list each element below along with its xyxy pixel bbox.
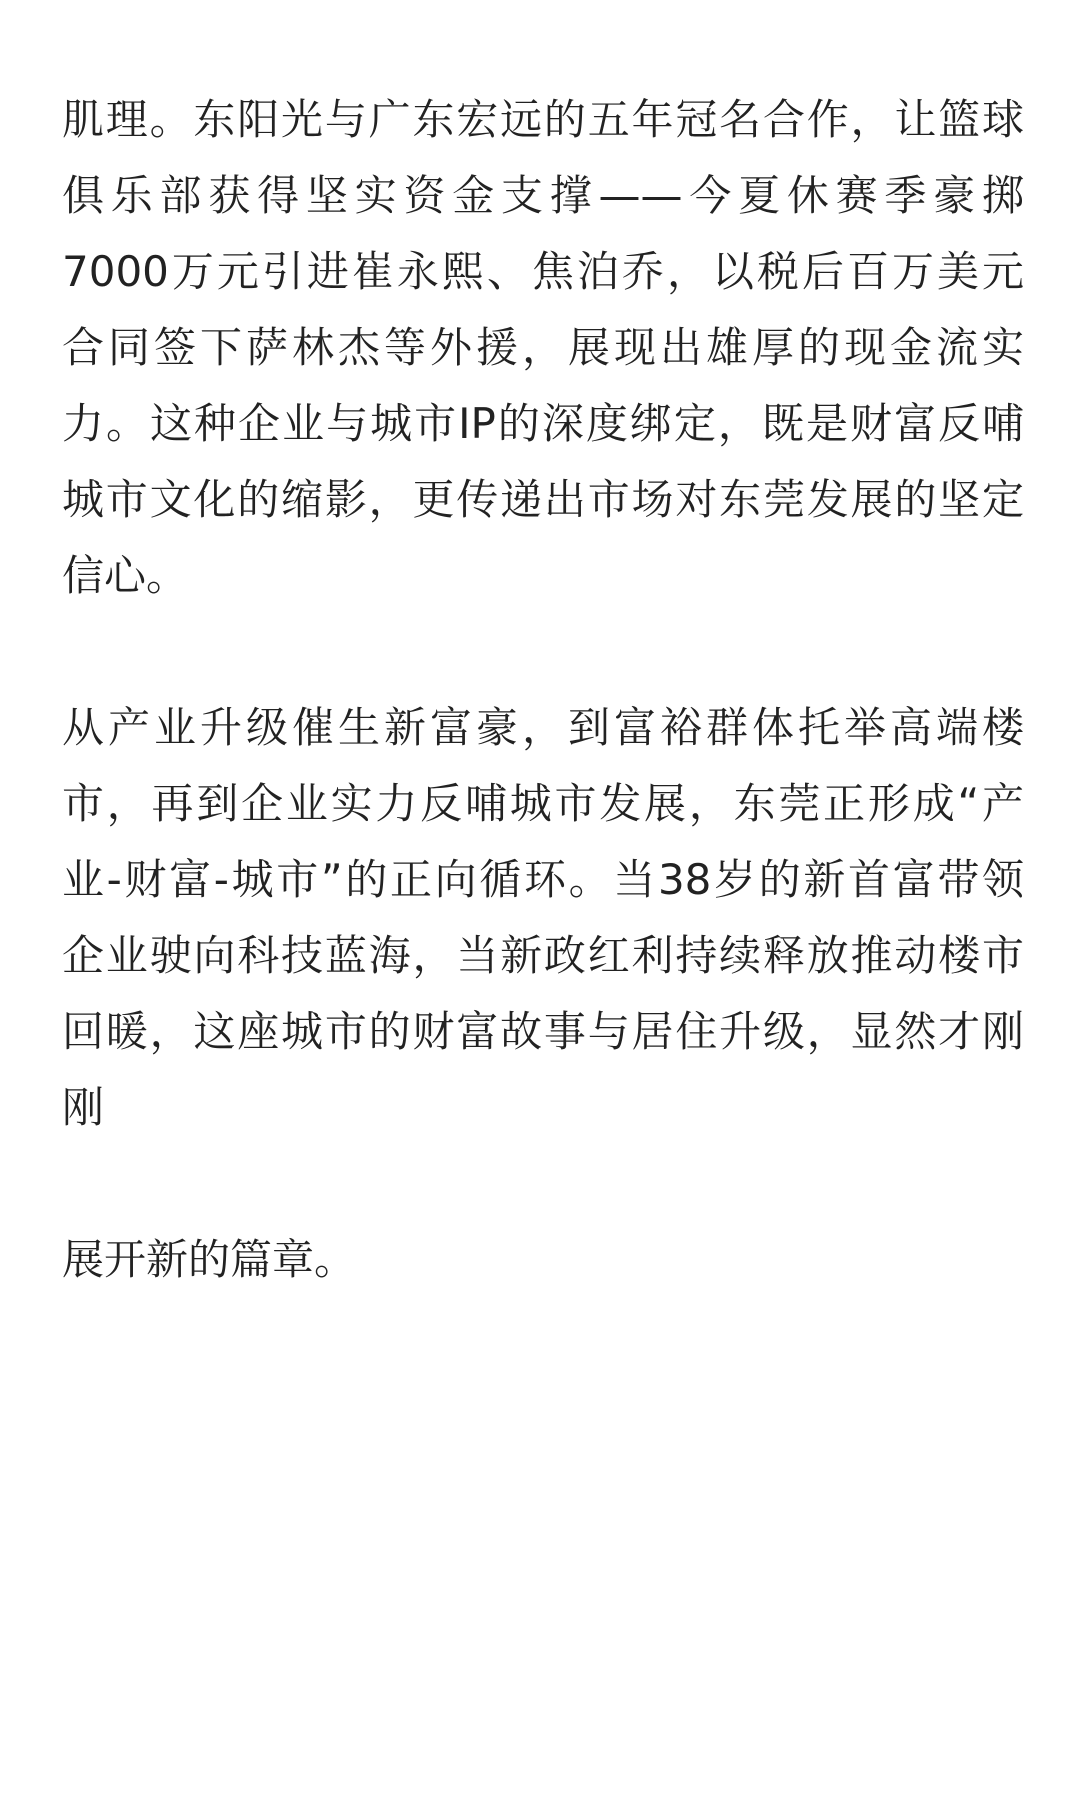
text-line: 刚 <box>62 1083 105 1132</box>
text-line: 合同签下萨林杰等外援，展现出雄厚的现金流实 <box>62 323 1024 372</box>
text-line: 市，再到企业实力反哺城市发展，东莞正形成“产 <box>62 779 1024 828</box>
text-line: 城市文化的缩影，更传递出市场对东莞发展的坚定 <box>62 475 1024 524</box>
paragraph-2 <box>62 690 1028 1146</box>
text-line: 业-财富-城市”的正向循环。当38岁的新首富带领 <box>62 855 1024 904</box>
text-line: 7000万元引进崔永熙、焦泊乔，以税后百万美元 <box>62 247 1024 296</box>
paragraph-1 <box>62 82 1028 614</box>
text-line: 信心。 <box>62 551 189 600</box>
text-line: 俱乐部获得坚实资金支撑——今夏休赛季豪掷 <box>62 171 1024 220</box>
text-line: 回暖，这座城市的财富故事与居住升级，显然才刚 <box>62 1007 1024 1056</box>
text-line: 从产业升级催生新富豪，到富裕群体托举高端楼 <box>62 703 1024 752</box>
text-line: 企业驶向科技蓝海，当新政红利持续释放推动楼市 <box>62 931 1024 980</box>
article-body <box>62 82 1028 1298</box>
text-line: 力。这种企业与城市IP的深度绑定，既是财富反哺 <box>62 399 1024 448</box>
text-line: 肌理。东阳光与广东宏远的五年冠名合作，让篮球 <box>62 95 1024 144</box>
text-line: 展开新的篇章。 <box>62 1235 357 1284</box>
paragraph-3 <box>62 1222 1028 1298</box>
